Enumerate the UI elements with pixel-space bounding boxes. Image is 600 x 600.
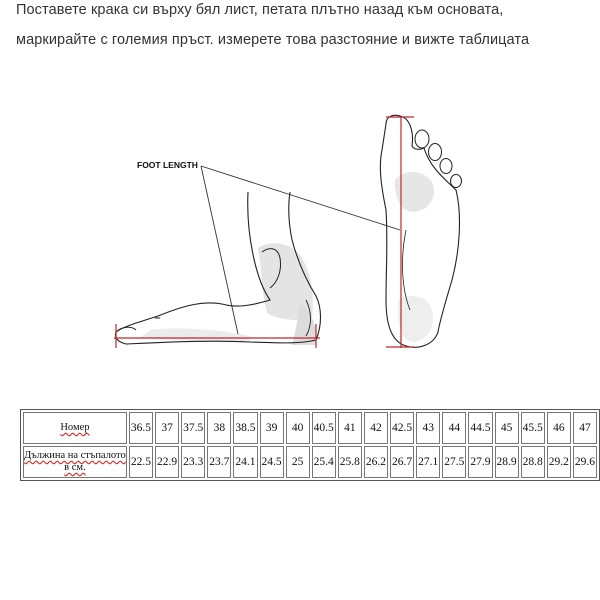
size-row <box>23 412 597 444</box>
length-cell: 25.4 <box>312 446 336 478</box>
instruction-line-2: маркирайте с големия пръст. измерете това разстояние и вижте таблицата <box>16 32 530 48</box>
size-cell: 45 <box>495 412 519 444</box>
length-cell: 26.2 <box>364 446 388 478</box>
size-table <box>20 409 600 481</box>
length-cell: 25 <box>286 446 310 478</box>
sole-heel-shadow <box>398 296 433 342</box>
instruction-line-1: Поставете крака си върху бял лист, петата плътно назад към основата, <box>16 2 504 18</box>
length-cell: 28.8 <box>521 446 545 478</box>
size-cell: 44 <box>442 412 466 444</box>
leader-line-side <box>201 166 238 334</box>
length-row-label: Дължина на стъпалото в см. <box>23 446 127 478</box>
toe-4 <box>440 159 452 174</box>
length-cell: 23.7 <box>207 446 231 478</box>
size-cell: 43 <box>416 412 440 444</box>
size-cell: 46 <box>547 412 571 444</box>
length-cell: 27.5 <box>442 446 466 478</box>
length-cell: 29.2 <box>547 446 571 478</box>
length-cell: 24.1 <box>233 446 257 478</box>
length-cell: 25.8 <box>338 446 362 478</box>
size-cell: 41 <box>338 412 362 444</box>
length-cell: 24.5 <box>260 446 284 478</box>
size-row-label: Номер <box>23 412 127 444</box>
size-cell: 44.5 <box>468 412 492 444</box>
size-cell: 37.5 <box>181 412 205 444</box>
size-cell: 37 <box>155 412 179 444</box>
toe-5 <box>451 175 462 188</box>
length-row <box>23 446 597 478</box>
side-toe-detail <box>116 327 136 332</box>
foot-measurement-illustration <box>0 60 600 360</box>
length-cell: 27.1 <box>416 446 440 478</box>
size-cell: 47 <box>573 412 597 444</box>
toe-2 <box>415 130 429 148</box>
length-cell: 23.3 <box>181 446 205 478</box>
size-cell: 40.5 <box>312 412 336 444</box>
length-cell: 26.7 <box>390 446 414 478</box>
size-cell: 40 <box>286 412 310 444</box>
length-cell: 29.6 <box>573 446 597 478</box>
side-foot-shadow-3 <box>140 328 250 342</box>
length-cell: 28.9 <box>495 446 519 478</box>
foot-length-label: FOOT LENGTH <box>137 160 198 170</box>
size-cell: 39 <box>260 412 284 444</box>
size-cell: 38 <box>207 412 231 444</box>
toe-3 <box>429 144 442 161</box>
size-cell: 38.5 <box>233 412 257 444</box>
length-cell: 27.9 <box>468 446 492 478</box>
size-cell: 36.5 <box>129 412 153 444</box>
leader-line-sole <box>201 166 400 230</box>
size-cell: 45.5 <box>521 412 545 444</box>
size-cell: 42 <box>364 412 388 444</box>
size-cell: 42.5 <box>390 412 414 444</box>
length-cell: 22.5 <box>129 446 153 478</box>
length-cell: 22.9 <box>155 446 179 478</box>
